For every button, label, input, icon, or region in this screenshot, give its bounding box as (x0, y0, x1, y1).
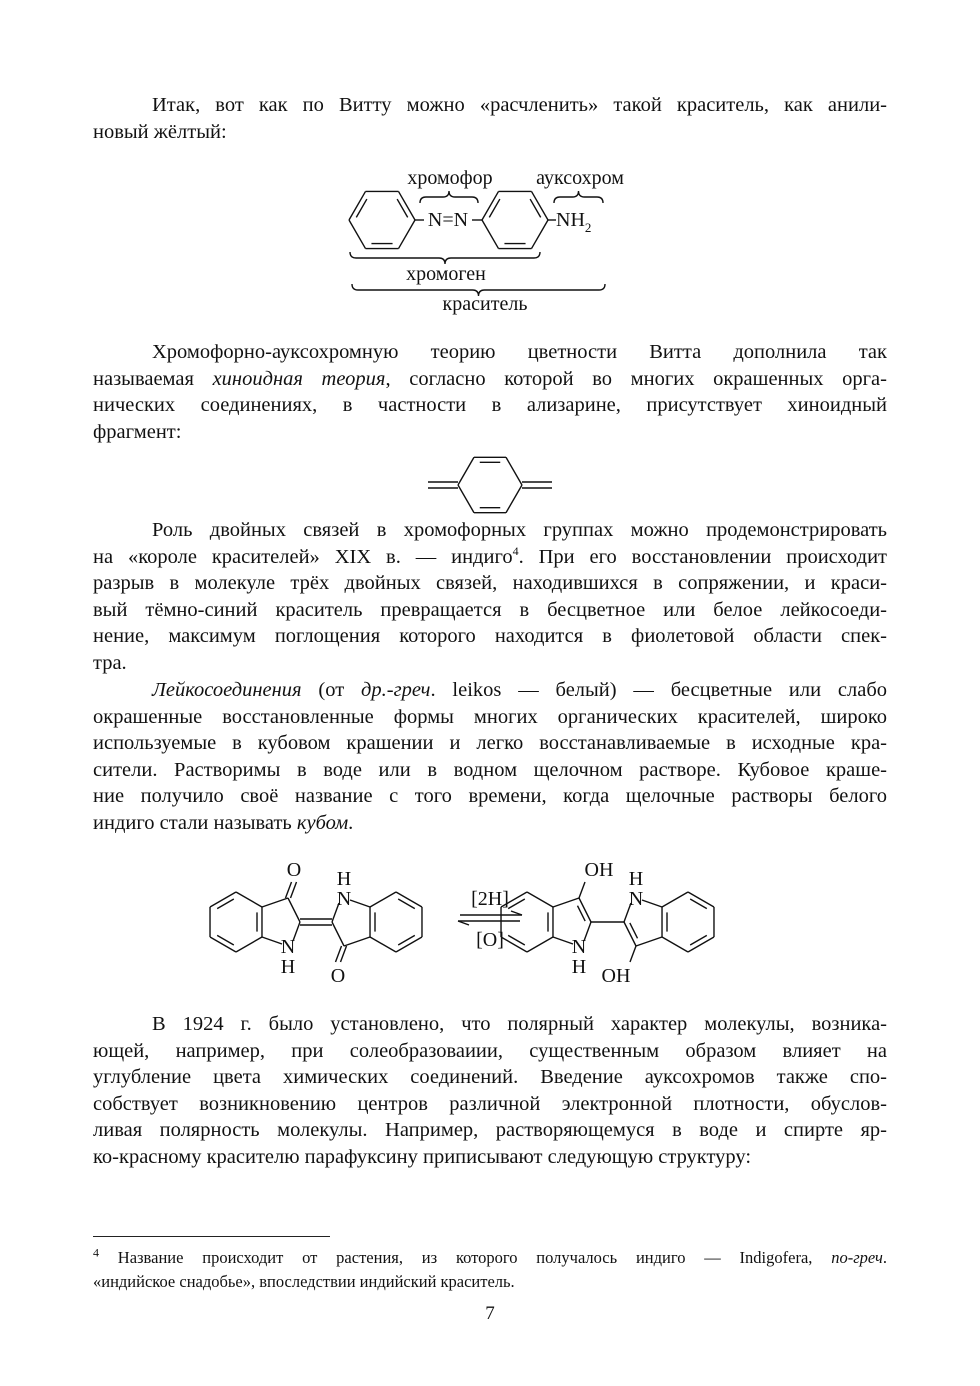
bond (262, 898, 288, 907)
leuco-nh-hydrogen: H (628, 868, 644, 890)
amine-group: $NH_2$ (556, 209, 592, 235)
leuco-hydroxyl: OH (584, 859, 614, 881)
text-line: нение, максимум поглощения которого находится в фиолетовой области спек- (93, 625, 887, 648)
bond (553, 898, 579, 907)
leuco-hydroxyl: OH (601, 965, 631, 987)
double-bond (336, 946, 342, 962)
dye-label: краситель (442, 293, 528, 315)
text-line: Итак, вот как по Витту можно «расчленить» такой краситель, как анили- (152, 94, 887, 116)
bond (624, 922, 636, 946)
leuco-nitrogen: N (628, 888, 644, 910)
azo-group: N=N (427, 209, 469, 231)
ring-bond (662, 892, 688, 907)
auxochrome-label: ауксохром (536, 167, 624, 189)
text-line: новый жёлтый: (93, 120, 227, 143)
bond (579, 882, 585, 898)
text-line: используемые в кубовом крашении и легко восстанавливаемые в исходные кра- (93, 732, 887, 755)
double-bond (341, 946, 347, 962)
leuco-nh-hydrogen: H (571, 956, 587, 978)
bond (332, 922, 344, 946)
double-bond (398, 899, 415, 909)
text-line: Роль двойных связей в хромофорных группах можно продемонстрировать (152, 519, 887, 541)
text-line: ющей, например, при солеобразоваиии, существенным образом влияет на (93, 1039, 887, 1062)
text-line: индиго стали называть кубом. (93, 811, 354, 834)
text-line: ливая полярность молекулы. Например, растворяющемуся в воде и спирте яр- (93, 1119, 887, 1142)
double-bond (508, 899, 525, 909)
chromophore-label: хромофор (407, 167, 493, 189)
oxidation-reagent: [O] (476, 929, 504, 951)
double-bond (291, 882, 297, 898)
bond (630, 946, 636, 962)
double-bond (508, 935, 525, 945)
double-bond (398, 935, 415, 945)
ring-bond (662, 937, 688, 952)
text-line: Хромофорно-ауксохромную теорию цветности Витта дополнила так (152, 341, 887, 363)
ring-bond (527, 892, 553, 907)
double-bond (217, 935, 234, 945)
text-line: окрашенные восстановленные формы многих органических красителей, широко (93, 705, 887, 728)
indigo-nitrogen: N (280, 936, 296, 958)
bond (642, 900, 662, 907)
indigo-oxygen: O (330, 965, 346, 987)
text-line: фрагмент: (93, 420, 182, 443)
text-line: вый тёмно-синий краситель превращается в бесцветное или белое лейкосоеди- (93, 598, 887, 621)
indigo-nh-hydrogen: H (336, 868, 352, 890)
reduction-reagent: [2H] (471, 888, 509, 910)
bond (636, 937, 662, 946)
bond (579, 898, 591, 922)
text-line: нических соединениях, в частности в ализарине, присутствует хиноидный (93, 394, 887, 417)
ring-bond (370, 937, 396, 952)
text-line: $^4$ Название происходит от растения, из которого получалось индиго — Indigofera, по-греч. (93, 1245, 887, 1267)
indigo-nitrogen: N (336, 888, 352, 910)
text-line: на «короле красителей» XIX в. — индиго$^4$. При его восстановлении происходит (93, 543, 887, 568)
text-line: ние получило своё название с того времени, когда щелочные растворы белого (93, 785, 887, 808)
ring-bond (370, 892, 396, 907)
double-bond (286, 882, 292, 898)
bond (288, 898, 300, 922)
text-line: ко-красному красителю парафуксину приписывают следующую структуру: (93, 1145, 752, 1168)
double-bond (690, 935, 707, 945)
text-line: собствует возникновению центров различной электронной плотности, обуслов- (93, 1092, 887, 1115)
page-number: 7 (485, 1303, 495, 1324)
bond (553, 937, 573, 944)
double-bond (217, 899, 234, 909)
text-line: тра. (93, 651, 127, 674)
text-line: Лейкосоединения (от др.-греч. leikos — белый) — бесцветные или слабо (152, 679, 888, 701)
bond (350, 900, 370, 907)
text-line: В 1924 г. было установлено, что полярный характер молекулы, возника- (152, 1013, 887, 1035)
double-bond (690, 899, 707, 909)
chromogen-label: хромоген (406, 263, 486, 285)
footnote (93, 1246, 887, 1294)
text-line: называемая хиноидная теория, согласно которой во многих окрашенных орга- (93, 367, 887, 390)
ring-bond (236, 937, 262, 952)
text-line: углубление цвета химических соединений. Введение ауксохромов также спо- (93, 1066, 887, 1089)
bond (344, 937, 370, 946)
ring-bond (236, 892, 262, 907)
indigo-nh-hydrogen: H (280, 956, 296, 978)
leuco-nitrogen: N (571, 936, 587, 958)
ring-bond (527, 937, 553, 952)
text-line: разрыв в молекуле трёх двойных связей, находившихся в сопряжении, и краси- (93, 572, 887, 595)
bond (262, 937, 282, 944)
text-line: сители. Растворимы в воде или в водном щелочном растворе. Кубовое краше- (93, 758, 887, 781)
paragraph-polarity (93, 1011, 887, 1171)
text-line: «индийское снадобье», впоследствии индийский краситель. (93, 1272, 515, 1291)
indigo-oxygen: O (286, 859, 302, 881)
footnote-divider (93, 1236, 330, 1237)
